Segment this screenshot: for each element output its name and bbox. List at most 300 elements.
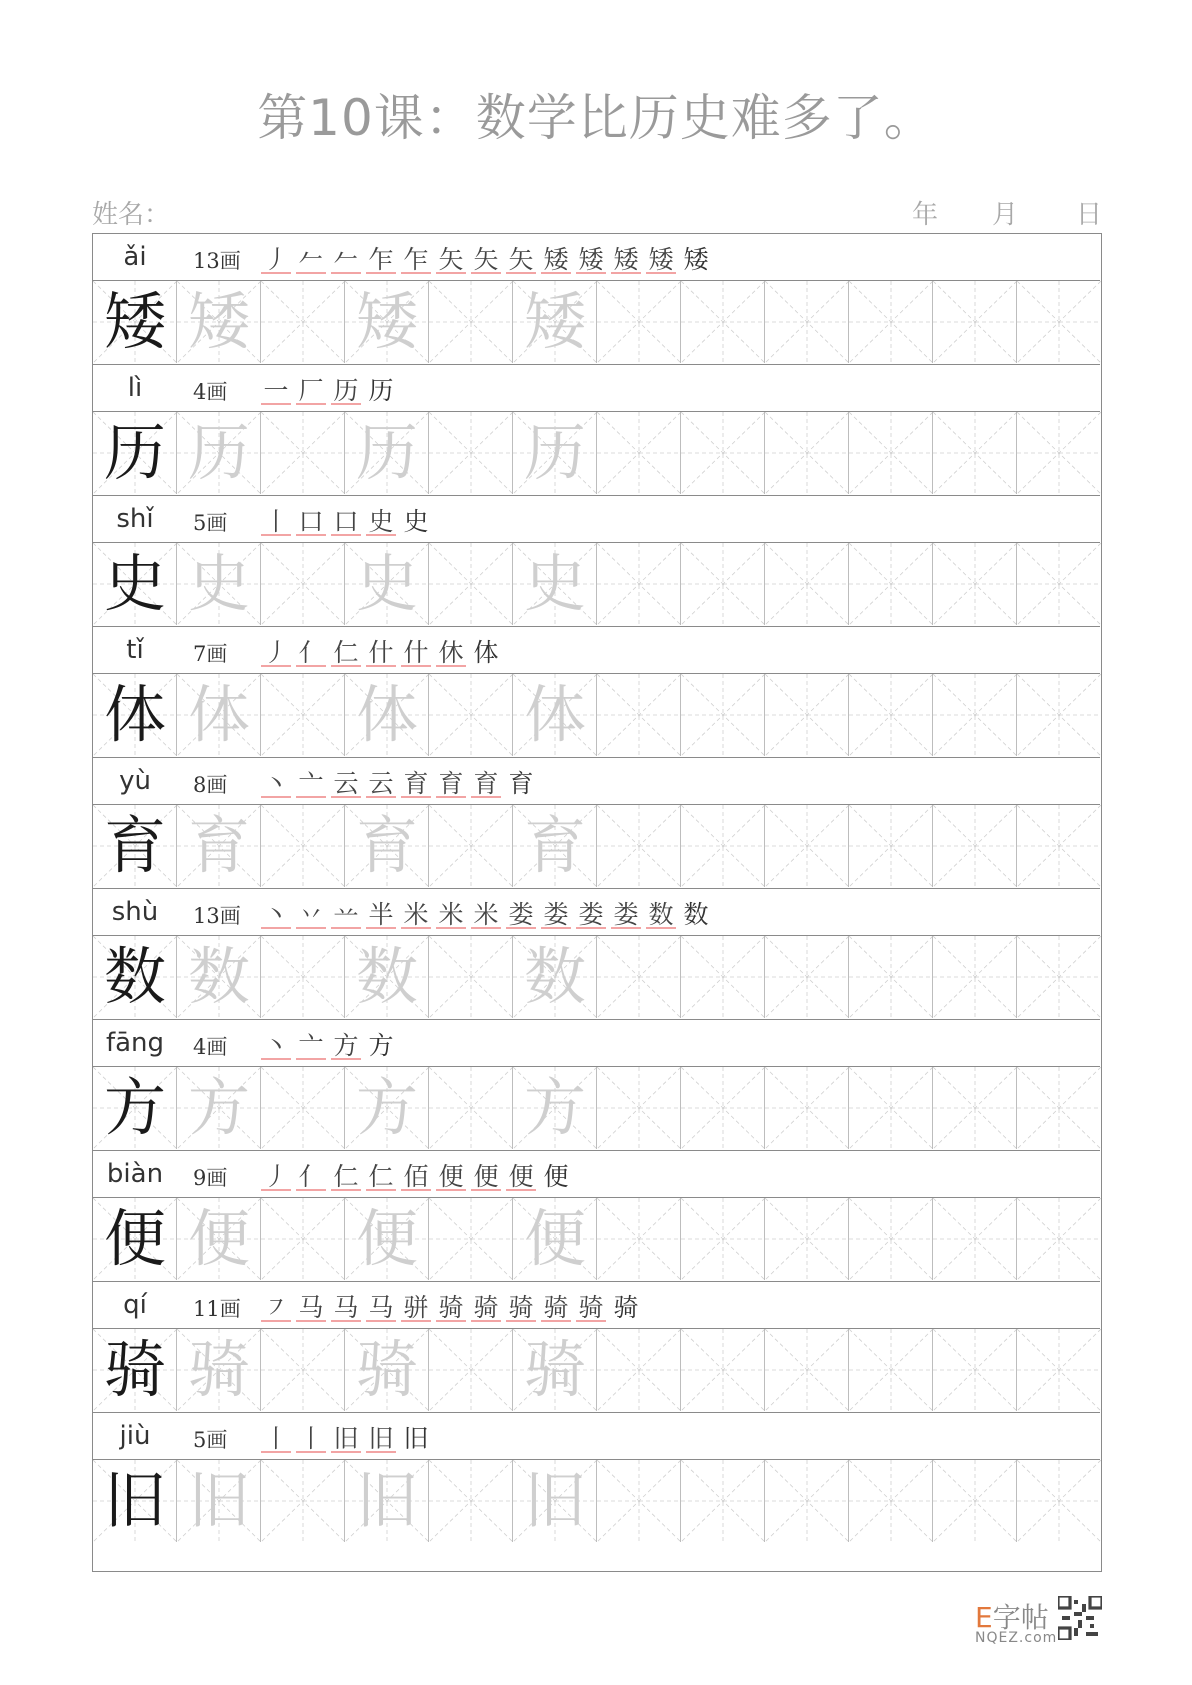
stroke-step: 娄	[541, 895, 571, 929]
stroke-step: 矮	[576, 240, 606, 274]
practice-cell[interactable]	[345, 1198, 429, 1280]
practice-cell[interactable]	[177, 281, 261, 363]
practice-cell[interactable]	[933, 1067, 1017, 1149]
practice-cell[interactable]	[933, 1198, 1017, 1280]
trace-char: 历	[187, 416, 250, 489]
practice-cell[interactable]	[261, 674, 345, 756]
stroke-order	[261, 502, 431, 536]
guide-lines	[681, 1329, 765, 1411]
stroke-step: 育	[508, 769, 534, 798]
guide-lines	[765, 543, 849, 625]
guide-lines	[429, 936, 513, 1018]
trace-char: 数	[355, 940, 418, 1013]
model-char: 体	[103, 678, 166, 751]
practice-cell[interactable]	[261, 936, 345, 1018]
stroke-step: 米	[401, 895, 431, 929]
guide-lines	[261, 281, 345, 363]
stroke-order	[261, 895, 711, 929]
practice-cell[interactable]	[597, 805, 681, 887]
guide-lines	[429, 1198, 513, 1280]
practice-cell[interactable]	[513, 412, 597, 494]
practice-cell[interactable]	[933, 281, 1017, 363]
guide-lines	[597, 936, 681, 1018]
practice-cell[interactable]	[345, 412, 429, 494]
guide-lines	[933, 1460, 1017, 1542]
model-char-cell	[93, 543, 177, 625]
trace-char: 历	[523, 416, 586, 489]
practice-grid-row	[93, 1329, 1100, 1413]
trace-char: 史	[355, 547, 418, 620]
guide-lines	[849, 543, 933, 625]
model-char: 史	[103, 547, 166, 620]
guide-lines	[429, 281, 513, 363]
guide-lines	[681, 281, 765, 363]
practice-cell[interactable]	[345, 805, 429, 887]
guide-lines	[765, 281, 849, 363]
guide-lines	[1017, 1067, 1101, 1149]
guide-lines	[1017, 1198, 1101, 1280]
practice-cell[interactable]	[933, 1460, 1017, 1542]
practice-cell[interactable]	[513, 674, 597, 756]
model-char-cell	[93, 1067, 177, 1149]
practice-cell[interactable]	[177, 936, 261, 1018]
trace-char: 矮	[187, 285, 250, 358]
stroke-step: 亠	[296, 1026, 326, 1060]
practice-cell[interactable]	[849, 412, 933, 494]
practice-cell[interactable]	[597, 1329, 681, 1411]
practice-sheet	[92, 233, 1102, 1572]
char-info-row	[93, 365, 1100, 412]
practice-cell[interactable]	[849, 1460, 933, 1542]
model-char-cell	[93, 412, 177, 494]
practice-cell[interactable]	[765, 543, 849, 625]
stroke-step: 便	[471, 1157, 501, 1191]
char-info-row	[93, 234, 1100, 281]
guide-lines	[933, 1067, 1017, 1149]
practice-cell[interactable]	[681, 1329, 765, 1411]
stroke-step: 育	[436, 764, 466, 798]
stroke-step: 骑	[506, 1288, 536, 1322]
practice-cell[interactable]	[597, 543, 681, 625]
stroke-step: 厂	[296, 371, 326, 405]
guide-lines	[429, 412, 513, 494]
stroke-step: 育	[401, 764, 431, 798]
stroke-step: 矮	[683, 245, 709, 274]
guide-lines	[597, 412, 681, 494]
trace-char: 矮	[523, 285, 586, 358]
practice-cell[interactable]	[177, 412, 261, 494]
guide-lines	[597, 1329, 681, 1411]
guide-lines	[933, 674, 1017, 756]
practice-cell[interactable]	[429, 1198, 513, 1280]
trace-char: 数	[187, 940, 250, 1013]
trace-char: 便	[187, 1202, 250, 1275]
practice-cell[interactable]	[429, 1460, 513, 1542]
practice-cell[interactable]	[597, 412, 681, 494]
guide-lines	[681, 1198, 765, 1280]
stroke-count: 4画	[193, 380, 228, 404]
stroke-step: 体	[473, 638, 499, 667]
trace-char: 骑	[355, 1333, 418, 1406]
model-char-cell	[93, 281, 177, 363]
brand-e: E	[975, 1601, 993, 1634]
stroke-step: 骑	[541, 1288, 571, 1322]
practice-cell[interactable]	[513, 543, 597, 625]
practice-grid-row	[93, 1067, 1100, 1151]
char-info-row	[93, 889, 1100, 936]
practice-cell[interactable]	[345, 936, 429, 1018]
guide-lines	[681, 1067, 765, 1149]
practice-cell[interactable]	[765, 1198, 849, 1280]
stroke-step: 历	[368, 376, 394, 405]
practice-cell[interactable]	[765, 805, 849, 887]
model-char: 骑	[103, 1333, 166, 1406]
practice-cell[interactable]	[1017, 1067, 1101, 1149]
stroke-step: 丶	[261, 1026, 291, 1060]
practice-cell[interactable]	[261, 1198, 345, 1280]
stroke-step: 米	[436, 895, 466, 929]
practice-cell[interactable]	[1017, 805, 1101, 887]
month-label: 月	[992, 200, 1019, 230]
practice-cell[interactable]	[429, 936, 513, 1018]
practice-cell[interactable]	[513, 1067, 597, 1149]
stroke-count: 5画	[193, 511, 228, 535]
practice-cell[interactable]	[513, 1460, 597, 1542]
practice-cell[interactable]	[261, 1460, 345, 1542]
stroke-order	[261, 1026, 396, 1060]
stroke-step: 历	[331, 371, 361, 405]
practice-cell[interactable]	[177, 1067, 261, 1149]
stroke-step: 马	[331, 1288, 361, 1322]
guide-lines	[849, 1198, 933, 1280]
stroke-step: 数	[683, 900, 709, 929]
practice-cell[interactable]	[681, 1460, 765, 1542]
guide-lines	[429, 543, 513, 625]
stroke-step: 丨	[296, 1419, 326, 1453]
stroke-step: 䒑	[331, 895, 361, 929]
guide-lines	[597, 1067, 681, 1149]
guide-lines	[429, 1067, 513, 1149]
practice-cell[interactable]	[1017, 1329, 1101, 1411]
trace-char: 骑	[187, 1333, 250, 1406]
practice-cell[interactable]	[933, 543, 1017, 625]
practice-cell[interactable]	[177, 1198, 261, 1280]
guide-lines	[933, 1329, 1017, 1411]
practice-grid-row	[93, 1460, 1100, 1544]
practice-cell[interactable]	[597, 936, 681, 1018]
practice-cell[interactable]	[849, 1067, 933, 1149]
practice-cell[interactable]	[345, 543, 429, 625]
stroke-step: 丿	[261, 240, 291, 274]
practice-cell[interactable]	[513, 1329, 597, 1411]
practice-cell[interactable]	[933, 805, 1017, 887]
practice-cell[interactable]	[849, 805, 933, 887]
practice-cell[interactable]	[261, 1329, 345, 1411]
practice-cell[interactable]	[849, 1198, 933, 1280]
trace-char: 育	[187, 809, 250, 882]
practice-cell[interactable]	[261, 543, 345, 625]
practice-cell[interactable]	[765, 674, 849, 756]
stroke-step: 数	[646, 895, 676, 929]
guide-lines	[597, 1198, 681, 1280]
practice-cell[interactable]	[177, 1460, 261, 1542]
stroke-step: 骈	[401, 1288, 431, 1322]
stroke-order	[261, 1288, 641, 1322]
trace-char: 史	[187, 547, 250, 620]
practice-cell[interactable]	[933, 412, 1017, 494]
practice-cell[interactable]	[1017, 1460, 1101, 1542]
guide-lines	[933, 936, 1017, 1018]
trace-char: 方	[355, 1071, 418, 1144]
practice-cell[interactable]	[849, 936, 933, 1018]
year-label: 年	[912, 200, 939, 230]
brand-site: NQEZ.com	[975, 1630, 1058, 1646]
stroke-step: 亠	[296, 764, 326, 798]
stroke-step: 乍	[401, 240, 431, 274]
guide-lines	[681, 543, 765, 625]
trace-char: 历	[355, 416, 418, 489]
guide-lines	[849, 936, 933, 1018]
practice-cell[interactable]	[429, 543, 513, 625]
stroke-order	[261, 764, 536, 798]
practice-cell[interactable]	[597, 1460, 681, 1542]
practice-cell[interactable]	[933, 936, 1017, 1018]
page-title: 第10课：数学比历史难多了。	[257, 89, 935, 147]
practice-grid-row	[93, 805, 1100, 889]
practice-cell[interactable]	[429, 805, 513, 887]
practice-cell[interactable]	[849, 543, 933, 625]
practice-cell[interactable]	[681, 412, 765, 494]
guide-lines	[681, 412, 765, 494]
day-label: 日	[1076, 200, 1103, 230]
stroke-step: 矮	[646, 240, 676, 274]
stroke-order	[261, 633, 501, 667]
guide-lines	[681, 805, 765, 887]
stroke-step: 矮	[541, 240, 571, 274]
practice-cell[interactable]	[681, 543, 765, 625]
stroke-step: 云	[366, 764, 396, 798]
stroke-order	[261, 1419, 431, 1453]
guide-lines	[1017, 543, 1101, 625]
practice-cell[interactable]	[177, 674, 261, 756]
practice-cell[interactable]	[261, 805, 345, 887]
stroke-step: 丶	[261, 764, 291, 798]
stroke-count: 13画	[193, 904, 241, 928]
model-char: 历	[103, 416, 166, 489]
practice-cell[interactable]	[261, 1067, 345, 1149]
practice-cell[interactable]	[849, 1329, 933, 1411]
guide-lines	[849, 1460, 933, 1542]
trace-char: 便	[355, 1202, 418, 1275]
stroke-step: 育	[471, 764, 501, 798]
guide-lines	[765, 1460, 849, 1542]
practice-cell[interactable]	[681, 1067, 765, 1149]
practice-cell[interactable]	[345, 1460, 429, 1542]
practice-cell[interactable]	[513, 1198, 597, 1280]
practice-cell[interactable]	[429, 674, 513, 756]
model-char-cell	[93, 1460, 177, 1542]
practice-cell[interactable]	[261, 412, 345, 494]
pinyin: biàn	[106, 1159, 164, 1189]
practice-cell[interactable]	[513, 805, 597, 887]
char-info-row	[93, 1282, 1100, 1329]
guide-lines	[849, 281, 933, 363]
guide-lines	[261, 674, 345, 756]
brand-name: 字帖	[992, 1601, 1049, 1634]
guide-lines	[933, 543, 1017, 625]
stroke-step: 乍	[366, 240, 396, 274]
practice-cell[interactable]	[177, 543, 261, 625]
practice-cell[interactable]	[1017, 1198, 1101, 1280]
stroke-step: 骑	[576, 1288, 606, 1322]
practice-cell[interactable]	[681, 805, 765, 887]
guide-lines	[681, 936, 765, 1018]
stroke-count: 13画	[193, 249, 241, 273]
practice-cell[interactable]	[765, 412, 849, 494]
practice-cell[interactable]	[849, 281, 933, 363]
stroke-step: 旧	[331, 1419, 361, 1453]
practice-cell[interactable]	[1017, 674, 1101, 756]
guide-lines	[849, 1067, 933, 1149]
pinyin: shǐ	[116, 504, 154, 534]
char-info-row	[93, 1413, 1100, 1460]
pinyin: fāng	[105, 1028, 165, 1058]
practice-cell[interactable]	[345, 281, 429, 363]
guide-lines	[765, 1198, 849, 1280]
pinyin: tǐ	[126, 635, 144, 665]
model-char-cell	[93, 1329, 177, 1411]
guide-lines	[261, 936, 345, 1018]
stroke-step: 方	[368, 1031, 394, 1060]
stroke-count: 11画	[193, 1297, 241, 1321]
practice-cell[interactable]	[597, 281, 681, 363]
stroke-step: 𠂉	[296, 240, 326, 274]
practice-cell[interactable]	[933, 674, 1017, 756]
guide-lines	[597, 543, 681, 625]
trace-char: 体	[523, 678, 586, 751]
pinyin: shù	[111, 897, 159, 927]
model-char: 育	[103, 809, 166, 882]
stroke-step: 米	[471, 895, 501, 929]
stroke-step: 佰	[401, 1157, 431, 1191]
practice-cell[interactable]	[765, 281, 849, 363]
practice-cell[interactable]	[513, 936, 597, 1018]
guide-lines	[933, 1198, 1017, 1280]
stroke-step: 骑	[436, 1288, 466, 1322]
practice-cell[interactable]	[681, 281, 765, 363]
practice-cell[interactable]	[681, 936, 765, 1018]
practice-cell[interactable]	[765, 1460, 849, 1542]
practice-cell[interactable]	[1017, 412, 1101, 494]
stroke-step: 旧	[403, 1424, 429, 1453]
practice-cell[interactable]	[1017, 543, 1101, 625]
pinyin: jiù	[119, 1421, 151, 1451]
guide-lines	[933, 805, 1017, 887]
guide-lines	[849, 805, 933, 887]
guide-lines	[849, 674, 933, 756]
stroke-count: 9画	[193, 1166, 228, 1190]
practice-cell[interactable]	[177, 1329, 261, 1411]
stroke-step: 骑	[613, 1293, 639, 1322]
stroke-step: 娄	[506, 895, 536, 929]
guide-lines	[261, 1460, 345, 1542]
practice-cell[interactable]	[597, 1198, 681, 1280]
stroke-step: 马	[296, 1288, 326, 1322]
guide-lines	[597, 805, 681, 887]
stroke-step: 便	[506, 1157, 536, 1191]
stroke-step: 便	[543, 1162, 569, 1191]
stroke-step: 丿	[261, 1157, 291, 1191]
practice-cell[interactable]	[933, 1329, 1017, 1411]
practice-cell[interactable]	[513, 281, 597, 363]
stroke-step: 仁	[331, 1157, 361, 1191]
guide-lines	[1017, 281, 1101, 363]
stroke-step: 娄	[611, 895, 641, 929]
practice-cell[interactable]	[597, 1067, 681, 1149]
practice-cell[interactable]	[429, 281, 513, 363]
stroke-step: 丨	[261, 1419, 291, 1453]
stroke-count: 5画	[193, 1428, 228, 1452]
guide-lines	[261, 1067, 345, 1149]
stroke-step: 口	[331, 502, 361, 536]
practice-grid-row	[93, 412, 1100, 496]
stroke-step: 骑	[471, 1288, 501, 1322]
stroke-step: 矢	[471, 240, 501, 274]
model-char: 矮	[103, 285, 166, 358]
stroke-step: 方	[331, 1026, 361, 1060]
practice-cell[interactable]	[681, 1198, 765, 1280]
stroke-count: 8画	[193, 773, 228, 797]
practice-cell[interactable]	[177, 805, 261, 887]
stroke-step: 史	[366, 502, 396, 536]
trace-char: 旧	[523, 1464, 586, 1537]
stroke-step: 什	[401, 633, 431, 667]
practice-cell[interactable]	[429, 412, 513, 494]
stroke-step: 亻	[296, 1157, 326, 1191]
practice-cell[interactable]	[765, 1067, 849, 1149]
practice-cell[interactable]	[429, 1067, 513, 1149]
practice-cell[interactable]	[261, 281, 345, 363]
guide-lines	[1017, 1329, 1101, 1411]
stroke-step: 便	[436, 1157, 466, 1191]
stroke-order	[261, 371, 396, 405]
practice-cell[interactable]	[345, 1329, 429, 1411]
practice-cell[interactable]	[1017, 936, 1101, 1018]
char-info-row	[93, 1151, 1100, 1198]
model-char: 便	[103, 1202, 166, 1275]
stroke-order	[261, 240, 711, 274]
guide-lines	[429, 1460, 513, 1542]
practice-cell[interactable]	[765, 1329, 849, 1411]
stroke-step: 𠂉	[331, 240, 361, 274]
stroke-step: 马	[366, 1288, 396, 1322]
practice-cell[interactable]	[849, 674, 933, 756]
practice-cell[interactable]	[681, 674, 765, 756]
practice-cell[interactable]	[429, 1329, 513, 1411]
stroke-step: 娄	[576, 895, 606, 929]
practice-cell[interactable]	[765, 936, 849, 1018]
practice-cell[interactable]	[597, 674, 681, 756]
guide-lines	[261, 1329, 345, 1411]
practice-cell[interactable]	[345, 1067, 429, 1149]
practice-cell[interactable]	[1017, 281, 1101, 363]
guide-lines	[429, 805, 513, 887]
guide-lines	[765, 1329, 849, 1411]
guide-lines	[765, 412, 849, 494]
practice-cell[interactable]	[345, 674, 429, 756]
guide-lines	[597, 281, 681, 363]
model-char-cell	[93, 674, 177, 756]
